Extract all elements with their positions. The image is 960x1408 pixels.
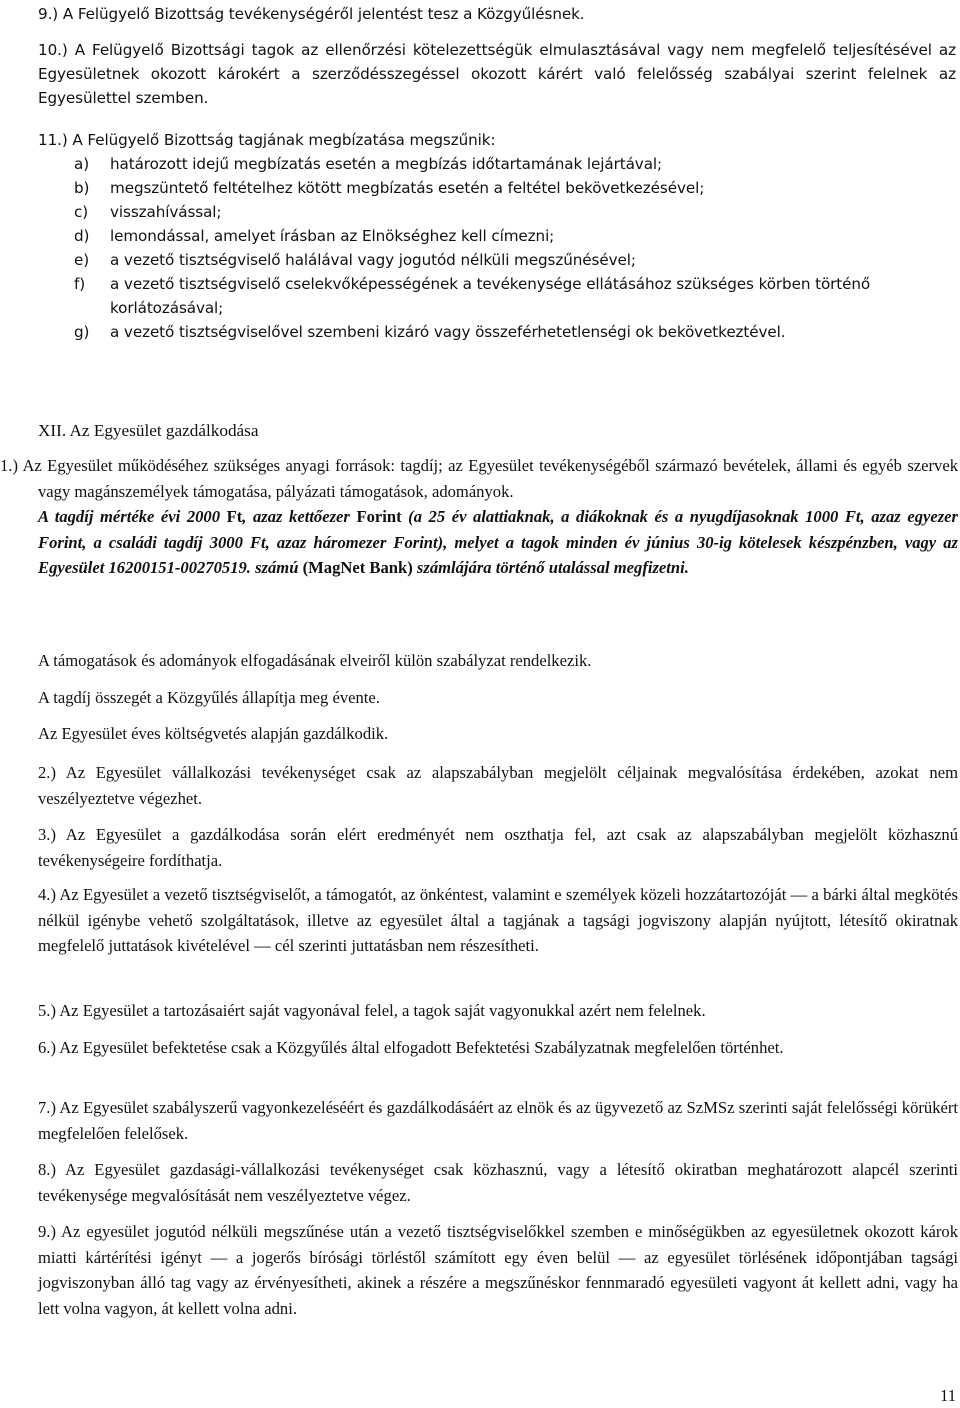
section-heading: XII. Az Egyesület gazdálkodása <box>38 421 259 440</box>
termination-item <box>74 224 958 248</box>
fee-text-h: számlájára történő utalással megfizetni. <box>412 558 689 577</box>
paragraph-8: 8.) Az Egyesület gazdasági-vállalkozási tevékenységet csak közhasznú, vagy a létesítő okiratban meghatározott alapcél szerinti tevékenysége megvalósítását nem veszélyeztetve végez. <box>38 1160 958 1205</box>
fee-text-b: Ft <box>226 507 243 526</box>
termination-item-text: megszüntető feltételhez kötött megbízatás esetén a feltétel bekövetkezésével; <box>110 179 705 197</box>
termination-item-label: e) <box>74 251 90 269</box>
termination-item <box>74 248 958 272</box>
termination-item <box>74 200 958 224</box>
paragraph-2: 2.) Az Egyesület vállalkozási tevékenységet csak az alapszabályban megjelölt céljainak megvalósítása érdekében, azokat nem veszélyeztetve végezhet. <box>38 763 958 808</box>
paragraph-3: 3.) Az Egyesület a gazdálkodása során elért eredményét nem oszthatja fel, azt csak az alapszabályban megjelölt közhasznú tevékenységeire fordíthatja. <box>38 825 958 870</box>
paragraph-5: 5.) Az Egyesület a tartozásaiért saját vagyonával felel, a tagok saját vagyonukkal azért nem felelnek. <box>38 1001 706 1020</box>
fee-text-c: , azaz kettőezer <box>242 507 357 526</box>
paragraph-11-intro: 11.) A Felügyelő Bizottság tagjának megbízatása megszűnik: <box>38 131 496 149</box>
termination-item-text: a vezető tisztségviselővel szembeni kizáró vagy összeférhetetlenségi ok bekövetkeztével. <box>110 323 786 341</box>
paragraph-7: 7.) Az Egyesület szabályszerű vagyonkezeléséért és gazdálkodásáért az elnök és az ügyvezető az SzMSz szerinti saját felelősségi körükért megfelelően felelősek. <box>38 1098 958 1143</box>
paragraph-10-supervisory: 10.) A Felügyelő Bizottsági tagok az ellenőrzési kötelezettségük elmulasztásával vagy nem megfelelő teljesítésével az Egyesületnek okozott károkért a szerződésszegéssel okozott kárért való felelősség szabályai szerint felelnek az Egyesülettel szemben. <box>38 41 956 107</box>
paragraph-1-resources: 1.) Az Egyesület működéséhez szükséges anyagi források: tagdíj; az Egyesület tevékenységéből származó bevételek, állami és egyéb szervek vagy magánszemélyek támogatása, pályázati támogatások, adományok. <box>0 456 958 501</box>
fee-amount-sentence: A tagdíj összegét a Közgyűlés állapítja meg évente. <box>38 688 380 707</box>
termination-item-label: f) <box>74 275 86 293</box>
fee-text-e: (a 25 év alattiaknak, a diákoknak és a nyugdíjasoknak 1000 Ft, azaz egyezer Forint, a családi tagdíj 3000 Ft, azaz háromezer Forint), melyet a tagok minden év június 30-ig kötelesek készpénzben, vagy az Egyesület 16200151-00270519. <box>38 507 958 577</box>
paragraph-4: 4.) Az Egyesület a vezető tisztségviselőt, a támogatót, az önkéntest, valamint e személyek közeli hozzátartozóját — a bárki által megkötés nélkül igénybe vehető szolgáltatások, illetve az egyesület által a tagjának a tagsági jogviszony alapján nyújtott, létesítő okiratnak megfelelő juttatások kivételével — cél szerinti juttatásban nem részesítheti. <box>38 885 958 955</box>
termination-item-label: b) <box>74 179 90 197</box>
section-body <box>0 453 958 581</box>
membership-fee-paragraph <box>0 504 958 581</box>
fee-text-d: Forint <box>356 507 402 526</box>
paragraph-9-supervisory: 9.) A Felügyelő Bizottság tevékenységéről jelentést tesz a Közgyűlésnek. <box>38 5 585 23</box>
termination-item-text: visszahívással; <box>110 203 222 221</box>
paragraph-6: 6.) Az Egyesület befektetése csak a Közgyűlés által elfogadott Befektetési Szabályzatnak megfelelően történhet. <box>38 1038 784 1057</box>
page-number: 11 <box>940 1386 956 1405</box>
fee-text-f: számú <box>255 558 303 577</box>
termination-item <box>74 272 958 320</box>
termination-item-label: g) <box>74 323 90 341</box>
termination-item <box>74 176 958 200</box>
termination-item-text: a vezető tisztségviselő halálával vagy jogutód nélküli megszűnésével; <box>110 251 636 269</box>
termination-item-text: lemondással, amelyet írásban az Elnökséghez kell címezni; <box>110 227 555 245</box>
termination-item <box>74 320 958 344</box>
termination-item-text: a vezető tisztségviselő cselekvőképességének a tevékenysége ellátásához szükséges körben történő korlátozásával; <box>110 275 871 317</box>
termination-item-label: a) <box>74 155 90 173</box>
budget-sentence: Az Egyesület éves költségvetés alapján gazdálkodik. <box>38 724 389 743</box>
termination-item-text: határozott idejű megbízatás esetén a megbízás időtartamának lejártával; <box>110 155 663 173</box>
termination-item <box>74 152 958 176</box>
paragraph-9: 9.) Az egyesület jogutód nélküli megszűnése után a vezető tisztségviselőkkel szemben e minőségükben az egyesületnek okozott károk miatti kártérítési igényt — a jogerős bírósági törléstől számított egy éven belül — az egyesület törlésének időpontjában tagsági jogviszonyban álló tag vagy az érvényesítheti, akinek a részére a megszűnéskor fennmaradó egyesületi vagyont át kellett adni, vagy ha lett volna vagyon, át kellett volna adni. <box>38 1222 958 1318</box>
fee-text-a: A tagdíj mértéke évi 2000 <box>38 507 227 526</box>
termination-item-label: c) <box>74 203 89 221</box>
termination-list <box>74 152 958 344</box>
termination-item-label: d) <box>74 227 90 245</box>
fee-text-g: (MagNet Bank) <box>302 558 413 577</box>
support-rules-sentence: A támogatások és adományok elfogadásának elveiről külön szabályzat rendelkezik. <box>38 651 592 670</box>
